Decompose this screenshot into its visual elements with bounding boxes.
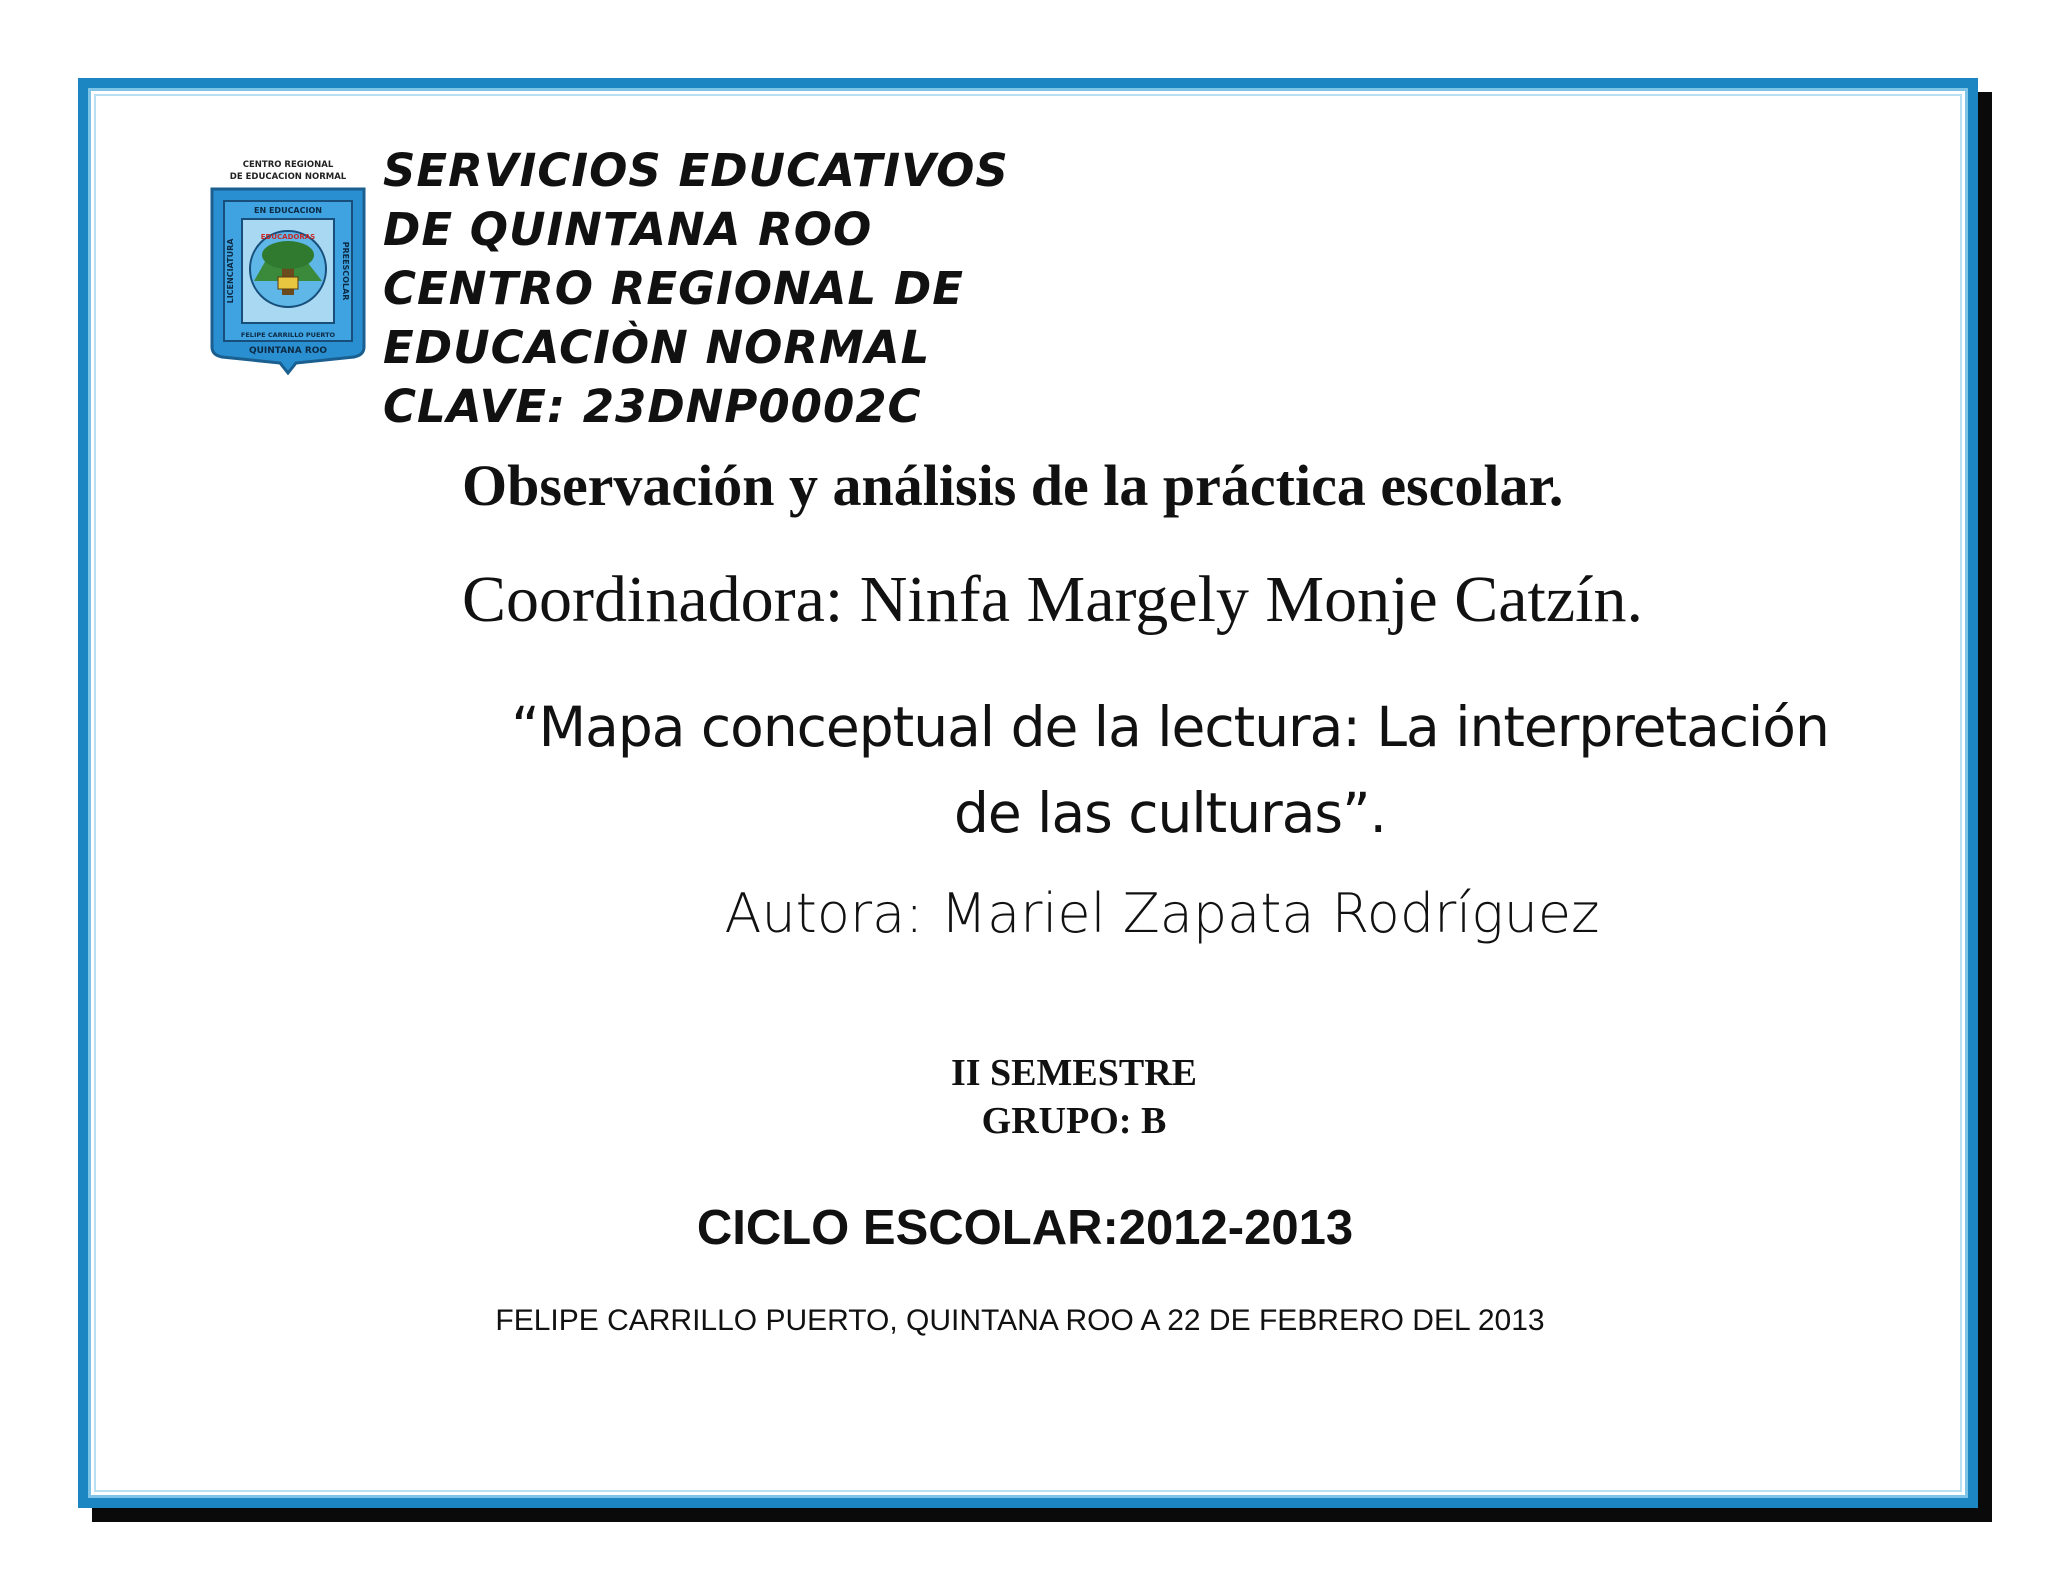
svg-text:QUINTANA ROO: QUINTANA ROO bbox=[248, 346, 328, 356]
svg-text:FELIPE CARRILLO PUERTO: FELIPE CARRILLO PUERTO bbox=[240, 331, 336, 339]
title-line-2: de las culturas”. bbox=[953, 781, 1387, 845]
coordinator: Coordinadora: Ninfa Margely Monje Catzín. bbox=[462, 563, 1644, 636]
svg-text:LICENCIATURA: LICENCIATURA bbox=[226, 238, 235, 304]
institution-header bbox=[383, 141, 1009, 433]
header-line-4: EDUCACIÒN NORMAL bbox=[383, 321, 931, 374]
document-title bbox=[460, 684, 1880, 856]
course-name: Observación y análisis de la práctica escolar. bbox=[462, 453, 1564, 518]
header-line-5: CLAVE: 23DNP0002C bbox=[383, 380, 922, 433]
svg-text:DE EDUCACION NORMAL: DE EDUCACION NORMAL bbox=[229, 172, 347, 182]
svg-text:CENTRO REGIONAL: CENTRO REGIONAL bbox=[242, 160, 334, 170]
svg-text:EDUCADORAS: EDUCADORAS bbox=[260, 233, 316, 241]
title-line-1: “Mapa conceptual de la lectura: La interpretación bbox=[511, 695, 1829, 759]
school-cycle: CICLO ESCOLAR:2012-2013 bbox=[696, 1201, 1354, 1255]
school-logo bbox=[208, 157, 368, 375]
place-date: FELIPE CARRILLO PUERTO, QUINTANA ROO A 22 DE FEBRERO DEL 2013 bbox=[495, 1304, 1545, 1337]
header-line-1: SERVICIOS EDUCATIVOS bbox=[383, 144, 1009, 197]
svg-text:EN EDUCACION: EN EDUCACION bbox=[254, 206, 322, 215]
author: Autora: Mariel Zapata Rodríguez bbox=[724, 882, 1600, 945]
group: GRUPO: B bbox=[981, 1100, 1167, 1142]
svg-text:PREESCOLAR: PREESCOLAR bbox=[341, 241, 350, 301]
header-line-2: DE QUINTANA ROO bbox=[383, 203, 873, 256]
header-line-3: CENTRO REGIONAL DE bbox=[383, 262, 964, 315]
semester: II SEMESTRE bbox=[950, 1052, 1198, 1094]
